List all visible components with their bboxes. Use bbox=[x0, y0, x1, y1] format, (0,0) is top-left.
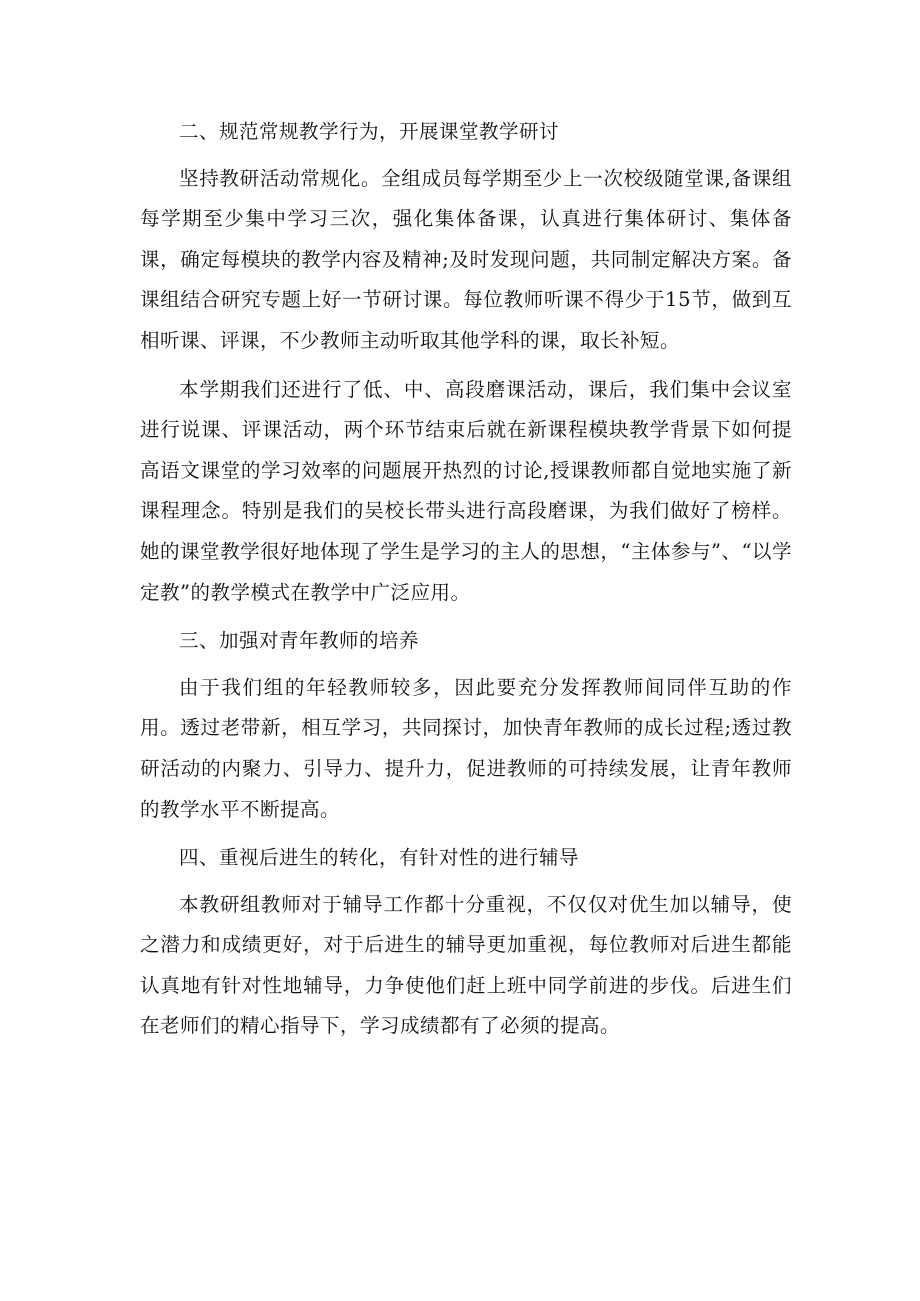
body-paragraph: 由于我们组的年轻教师较多，因此要充分发挥教师间同伴互助的作用。透过老带新，相互学习，共同探讨，加快青年教师的成长过程;透过教研活动的内聚力、引导力、提升力，促进教师的可持续发展，让青年教师的教学水平不断提高。 bbox=[140, 675, 792, 821]
section-heading: 四、重视后进生的转化，有针对性的进行辅导 bbox=[179, 846, 580, 870]
section-heading: 二、规范常规教学行为，开展课堂教学研讨 bbox=[179, 120, 560, 143]
body-paragraph: 本教研组教师对于辅导工作都十分重视，不仅仅对优生加以辅导，使之潜力和成绩更好，对于后进生的辅导更加重视，每位教师对后进生都能认真地有针对性地辅导，力争使他们赶上班中同学前进的步伐。后进生们在老师们的精心指导下，学习成绩都有了必须的提高。 bbox=[140, 892, 792, 1038]
body-paragraph: 坚持教研活动常规化。全组成员每学期至少上一次校级随堂课,备课组每学期至少集中学习三次，强化集体备课，认真进行集体研讨、集体备课，确定每模块的教学内容及精神;及时发现问题，共同制定解决方案。备课组结合研究专题上好一节研讨课。每位教师听课不得少于15节，做到互相听课、评课，不少教师主动听取其他学科的课，取长补短。 bbox=[140, 166, 792, 352]
section-heading: 三、加强对青年教师的培养 bbox=[179, 629, 420, 653]
body-paragraph: 本学期我们还进行了低、中、高段磨课活动，课后，我们集中会议室进行说课、评课活动，两个环节结束后就在新课程模块教学背景下如何提高语文课堂的学习效率的问题展开热烈的讨论,授课教师都自觉地实施了新课程理念。特别是我们的吴校长带头进行高段磨课，为我们做好了榜样。她的课堂教学很好地体现了学生是学习的主人的思想，“主体参与”、“以学定教”的教学模式在教学中广泛应用。 bbox=[140, 377, 792, 604]
